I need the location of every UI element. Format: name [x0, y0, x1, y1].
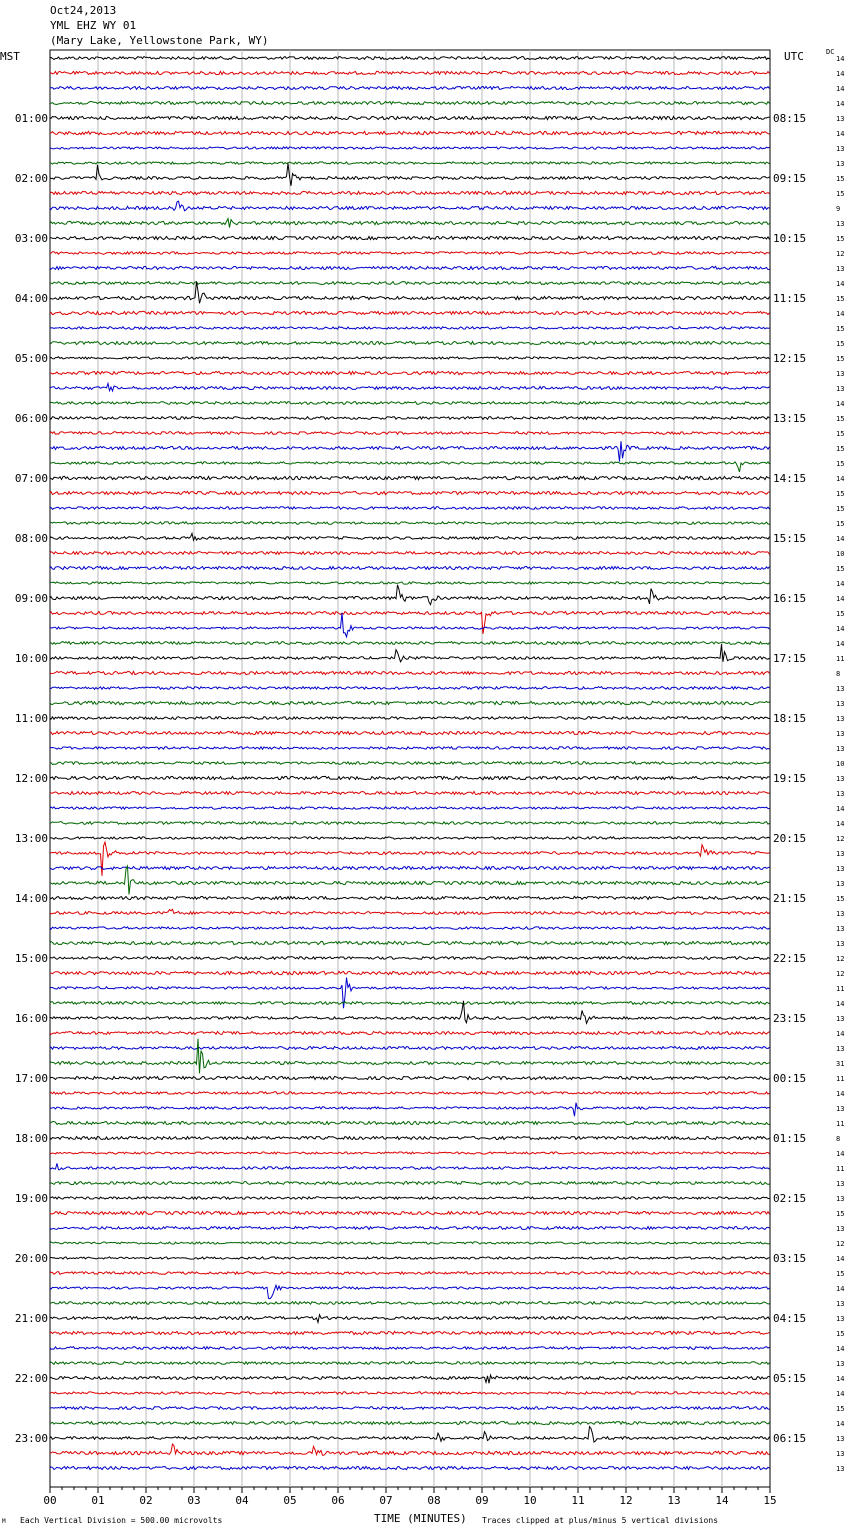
- dc-offset-label: 13: [836, 1435, 845, 1443]
- left-hour-label: 04:00: [14, 292, 48, 305]
- trace-line: [50, 1122, 770, 1125]
- dc-offset-label: 13: [836, 265, 845, 273]
- trace-line: [50, 522, 770, 524]
- dc-offset-label: 13: [836, 1450, 845, 1458]
- trace-line: [50, 1302, 770, 1305]
- right-hour-label: 01:15: [773, 1132, 807, 1145]
- trace-line: [50, 342, 770, 345]
- trace-line: [50, 701, 770, 704]
- x-tick-label: 14: [715, 1494, 729, 1507]
- trace-line: [50, 731, 770, 734]
- dc-offset-label: 13: [836, 1360, 845, 1368]
- right-hour-label: 00:15: [773, 1072, 807, 1085]
- dc-offset-label: 14: [836, 1090, 845, 1098]
- dc-offset-label: 14: [836, 820, 845, 828]
- trace-line: [50, 1392, 770, 1394]
- trace-line: [50, 1002, 770, 1005]
- trace-line: [50, 1047, 770, 1050]
- right-hour-label: 23:15: [773, 1012, 807, 1025]
- right-hour-label: 17:15: [773, 652, 807, 665]
- trace-line: [50, 842, 770, 876]
- trace-line: [50, 507, 770, 510]
- dc-offset-label: 15: [836, 325, 845, 333]
- trace-line: [50, 163, 770, 186]
- trace-line: [50, 1001, 770, 1024]
- dc-offset-label: 15: [836, 295, 845, 303]
- dc-offset-label: 14: [836, 400, 845, 408]
- right-hour-label: 06:15: [773, 1432, 807, 1445]
- trace-line: [50, 462, 770, 472]
- trace-line: [50, 311, 770, 314]
- x-tick-label: 10: [523, 1494, 537, 1507]
- dc-offset-label: 15: [836, 340, 845, 348]
- x-tick-label: 08: [427, 1494, 441, 1507]
- dc-offset-label: 13: [836, 850, 845, 858]
- dc-offset-label: 12: [836, 970, 845, 978]
- dc-offset-label: 14: [836, 1345, 845, 1353]
- dc-offset-label: 13: [836, 115, 845, 123]
- dc-offset-label: 11: [836, 985, 845, 993]
- dc-offset-label: 13: [836, 220, 845, 228]
- left-hour-label: 22:00: [14, 1372, 48, 1385]
- time-gridlines: [50, 50, 770, 1493]
- dc-offset-label: 11: [836, 1165, 845, 1173]
- dc-offset-label: 13: [836, 1105, 845, 1113]
- footer-mark: M: [2, 1518, 6, 1525]
- left-hour-label: 13:00: [14, 832, 48, 845]
- dc-offset-label: 12: [836, 1240, 845, 1248]
- dc-offset-label: 14: [836, 1150, 845, 1158]
- right-hour-label: 02:15: [773, 1192, 807, 1205]
- right-hour-label: 21:15: [773, 892, 807, 905]
- dc-offset-label: 14: [836, 625, 845, 633]
- x-axis-label: TIME (MINUTES): [374, 1512, 467, 1525]
- right-hour-label: 10:15: [773, 232, 807, 245]
- trace-line: [50, 1315, 770, 1323]
- trace-line: [50, 837, 770, 839]
- x-tick-label: 01: [91, 1494, 105, 1507]
- x-tick-label: 04: [235, 1494, 249, 1507]
- trace-line: [50, 1272, 770, 1275]
- right-hour-label: 15:15: [773, 532, 807, 545]
- trace-line: [50, 957, 770, 960]
- dc-offset-label: 14: [836, 1390, 845, 1398]
- trace-line: [50, 87, 770, 90]
- trace-line: [50, 1039, 770, 1074]
- dc-offset-label: 14: [836, 55, 845, 63]
- dc-offset-label: 13: [836, 745, 845, 753]
- plot-frame: [50, 50, 770, 1487]
- trace-line: [50, 1137, 770, 1140]
- trace-line: [50, 236, 770, 239]
- dc-offset-label: 13: [836, 1195, 845, 1203]
- left-hour-label: 17:00: [14, 1072, 48, 1085]
- dc-offset-label: 15: [836, 460, 845, 468]
- left-hour-label: 11:00: [14, 712, 48, 725]
- trace-line: [50, 1227, 770, 1230]
- left-hour-label: 03:00: [14, 232, 48, 245]
- left-hour-label: 09:00: [14, 592, 48, 605]
- trace-line: [50, 612, 770, 634]
- trace-line: [50, 266, 770, 269]
- left-hour-label: 08:00: [14, 532, 48, 545]
- trace-line: [50, 927, 770, 929]
- left-hour-label: 15:00: [14, 952, 48, 965]
- dc-offset-label: 13: [836, 1225, 845, 1233]
- dc-offset-label: 11: [836, 1075, 845, 1083]
- trace-line: [50, 971, 770, 974]
- dc-offset-label: 14: [836, 70, 845, 78]
- trace-line: [50, 1285, 770, 1298]
- left-hour-label: 01:00: [14, 112, 48, 125]
- dc-offset-label: 14: [836, 100, 845, 108]
- dc-offset-label: 31: [836, 1060, 845, 1068]
- trace-line: [50, 219, 770, 228]
- dc-offset-label: 13: [836, 730, 845, 738]
- dc-offset-label: 13: [836, 790, 845, 798]
- left-hour-label: 06:00: [14, 412, 48, 425]
- trace-line: [50, 131, 770, 134]
- dc-offset-label: 13: [836, 1180, 845, 1188]
- plot-date: Oct24,2013: [50, 4, 117, 17]
- dc-offset-label: 14: [836, 1255, 845, 1263]
- dc-offset-label: 15: [836, 430, 845, 438]
- dc-offset-label: 10: [836, 550, 845, 558]
- scale-note: Each Vertical Division = 500.00 microvolts: [20, 1516, 223, 1525]
- dc-offset-label: 12: [836, 835, 845, 843]
- dc-offset-label: 10: [836, 760, 845, 768]
- x-tick-label: 05: [283, 1494, 297, 1507]
- trace-line: [50, 671, 770, 674]
- dc-offset-label: 14: [836, 85, 845, 93]
- trace-line: [50, 896, 770, 899]
- trace-line: [50, 978, 770, 1009]
- trace-line: [50, 201, 770, 211]
- trace-line: [50, 116, 770, 119]
- left-hour-label: 19:00: [14, 1192, 48, 1205]
- station-code: YML EHZ WY 01: [50, 19, 137, 32]
- dc-offset-label: 11: [836, 655, 845, 663]
- dc-offset-label: 14: [836, 640, 845, 648]
- dc-offset-label: 13: [836, 685, 845, 693]
- left-hour-label: 16:00: [14, 1012, 48, 1025]
- trace-line: [50, 822, 770, 825]
- dc-offset-label: 15: [836, 1270, 845, 1278]
- right-hour-label: 18:15: [773, 712, 807, 725]
- dc-offset-label: 15: [836, 1405, 845, 1413]
- x-tick-label: 07: [379, 1494, 393, 1507]
- trace-line: [50, 687, 770, 690]
- trace-line: [50, 327, 770, 329]
- x-tick-label: 09: [475, 1494, 489, 1507]
- dc-offset-label: 14: [836, 1420, 845, 1428]
- dc-offset-label: 13: [836, 700, 845, 708]
- trace-line: [50, 585, 770, 605]
- trace-line: [50, 909, 770, 914]
- dc-offset-label: 13: [836, 940, 845, 948]
- trace-line: [50, 1197, 770, 1199]
- left-hour-label: 10:00: [14, 652, 48, 665]
- trace-line: [50, 1375, 770, 1383]
- trace-line: [50, 282, 770, 285]
- trace-line: [50, 1444, 770, 1455]
- trace-line: [50, 582, 770, 584]
- trace-line: [50, 717, 770, 720]
- dc-offset-label: 8: [836, 670, 841, 678]
- trace-line: [50, 1103, 770, 1117]
- x-tick-label: 06: [331, 1494, 345, 1507]
- x-tick-label: 11: [571, 1494, 585, 1507]
- dc-offset-label: 14: [836, 130, 845, 138]
- dc-label: DC: [826, 48, 835, 56]
- trace-line: [50, 252, 770, 255]
- trace-line: [50, 357, 770, 359]
- dc-offset-label: 14: [836, 310, 845, 318]
- dc-offset-label: 13: [836, 145, 845, 153]
- left-hour-label: 12:00: [14, 772, 48, 785]
- trace-line: [50, 1076, 770, 1079]
- trace-line: [50, 441, 770, 461]
- trace-line: [50, 147, 770, 149]
- trace-line: [50, 371, 770, 374]
- dc-offset-label: 15: [836, 175, 845, 183]
- trace-line: [50, 1362, 770, 1365]
- right-hour-label: 09:15: [773, 172, 807, 185]
- right-timezone-label: UTC: [784, 50, 804, 63]
- trace-line: [50, 57, 770, 60]
- dc-offset-label: 15: [836, 190, 845, 198]
- dc-offset-label: 13: [836, 910, 845, 918]
- trace-line: [50, 71, 770, 74]
- trace-line: [50, 567, 770, 570]
- left-hour-label: 14:00: [14, 892, 48, 905]
- dc-offset-label: 15: [836, 565, 845, 573]
- trace-line: [50, 1427, 770, 1442]
- left-hour-label: 07:00: [14, 472, 48, 485]
- dc-offset-label: 14: [836, 1375, 845, 1383]
- right-hour-label: 20:15: [773, 832, 807, 845]
- trace-line: [50, 1242, 770, 1244]
- dc-offset-label: 14: [836, 535, 845, 543]
- trace-line: [50, 866, 770, 869]
- left-hour-label: 05:00: [14, 352, 48, 365]
- right-hour-label: 13:15: [773, 412, 807, 425]
- dc-offset-label: 14: [836, 1030, 845, 1038]
- dc-offset-label: 14: [836, 280, 845, 288]
- dc-offset-label: 15: [836, 415, 845, 423]
- trace-line: [50, 417, 770, 420]
- dc-offset-label: 13: [836, 1045, 845, 1053]
- trace-group: [50, 57, 770, 1470]
- dc-offset-label: 15: [836, 235, 845, 243]
- dc-offset-label: 14: [836, 805, 845, 813]
- left-hour-label: 21:00: [14, 1312, 48, 1325]
- dc-offset-label: 13: [836, 925, 845, 933]
- right-hour-label: 04:15: [773, 1312, 807, 1325]
- trace-line: [50, 1257, 770, 1259]
- dc-offset-label: 12: [836, 250, 845, 258]
- dc-offset-label: 15: [836, 490, 845, 498]
- left-hour-label: 02:00: [14, 172, 48, 185]
- dc-offset-label: 15: [836, 355, 845, 363]
- dc-offset-label: 9: [836, 205, 841, 213]
- x-tick-label: 02: [139, 1494, 153, 1507]
- dc-offset-label: 13: [836, 160, 845, 168]
- trace-line: [50, 747, 770, 750]
- trace-line: [50, 282, 770, 304]
- trace-line: [50, 1466, 770, 1469]
- trace-line: [50, 1347, 770, 1350]
- trace-line: [50, 642, 770, 645]
- right-hour-label: 19:15: [773, 772, 807, 785]
- trace-line: [50, 941, 770, 944]
- trace-line: [50, 1092, 770, 1094]
- dc-offset-label: 13: [836, 880, 845, 888]
- dc-offset-label: 13: [836, 370, 845, 378]
- x-tick-label: 03: [187, 1494, 201, 1507]
- trace-line: [50, 762, 770, 765]
- dc-offset-label: 13: [836, 1315, 845, 1323]
- right-hour-label: 05:15: [773, 1372, 807, 1385]
- trace-line: [50, 613, 770, 637]
- left-hour-label: 23:00: [14, 1432, 48, 1445]
- left-timezone-label: MST: [0, 50, 20, 63]
- dc-offset-label: 14: [836, 1285, 845, 1293]
- x-tick-label: 00: [43, 1494, 57, 1507]
- clip-note: Traces clipped at plus/minus 5 vertical divisions: [482, 1516, 719, 1525]
- trace-line: [50, 1407, 770, 1410]
- trace-line: [50, 1331, 770, 1334]
- dc-offset-label: 15: [836, 1210, 845, 1218]
- trace-line: [50, 807, 770, 809]
- trace-line: [50, 1182, 770, 1185]
- trace-line: [50, 1163, 770, 1169]
- dc-offset-label: 13: [836, 1300, 845, 1308]
- dc-offset-label: 14: [836, 1000, 845, 1008]
- trace-line: [50, 102, 770, 105]
- trace-line: [50, 533, 770, 540]
- trace-line: [50, 1212, 770, 1215]
- trace-line: [50, 384, 770, 392]
- trace-line: [50, 432, 770, 435]
- trace-line: [50, 866, 770, 895]
- right-hour-label: 03:15: [773, 1252, 807, 1265]
- right-hour-label: 08:15: [773, 112, 807, 125]
- dc-offset-label: 14: [836, 595, 845, 603]
- dc-offset-label: 15: [836, 520, 845, 528]
- trace-line: [50, 402, 770, 405]
- right-hour-label: 16:15: [773, 592, 807, 605]
- right-hour-label: 11:15: [773, 292, 807, 305]
- dc-offset-label: 11: [836, 1120, 845, 1128]
- dc-offset-label: 13: [836, 865, 845, 873]
- dc-offset-label: 14: [836, 580, 845, 588]
- left-hour-label: 20:00: [14, 1252, 48, 1265]
- dc-offset-label: 14: [836, 475, 845, 483]
- dc-offset-label: 13: [836, 715, 845, 723]
- x-tick-label: 13: [667, 1494, 681, 1507]
- right-hour-label: 14:15: [773, 472, 807, 485]
- trace-line: [50, 191, 770, 194]
- dc-offset-label: 15: [836, 1330, 845, 1338]
- trace-line: [50, 162, 770, 164]
- dc-offset-label: 13: [836, 775, 845, 783]
- dc-offset-label: 8: [836, 1135, 841, 1143]
- dc-offset-label: 15: [836, 445, 845, 453]
- dc-offset-label: 12: [836, 955, 845, 963]
- right-hour-label: 22:15: [773, 952, 807, 965]
- dc-offset-label: 13: [836, 1015, 845, 1023]
- x-tick-label: 12: [619, 1494, 633, 1507]
- left-hour-label: 18:00: [14, 1132, 48, 1145]
- trace-line: [50, 792, 770, 795]
- station-location: (Mary Lake, Yellowstone Park, WY): [50, 34, 269, 47]
- trace-line: [50, 1152, 770, 1154]
- trace-line: [50, 552, 770, 555]
- dc-offset-label: 13: [836, 1465, 845, 1473]
- dc-offset-label: 15: [836, 895, 845, 903]
- trace-line: [50, 1032, 770, 1035]
- trace-line: [50, 644, 770, 662]
- dc-offset-label: 13: [836, 385, 845, 393]
- dc-offset-label: 15: [836, 610, 845, 618]
- trace-line: [50, 1422, 770, 1425]
- trace-line: [50, 476, 770, 479]
- trace-line: [50, 491, 770, 494]
- x-tick-label: 15: [763, 1494, 777, 1507]
- dc-offset-label: 15: [836, 505, 845, 513]
- trace-line: [50, 776, 770, 779]
- right-hour-label: 12:15: [773, 352, 807, 365]
